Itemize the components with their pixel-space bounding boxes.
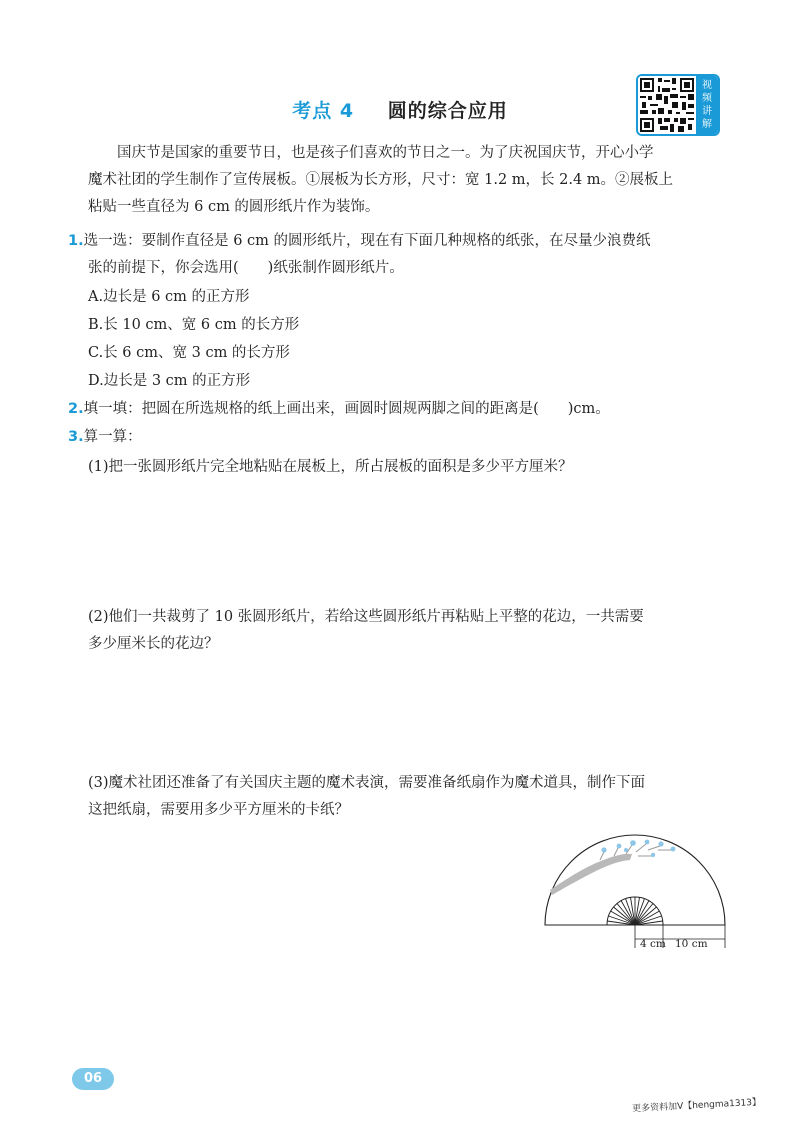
option-a: A.边长是 6 cm 的正方形 — [88, 289, 250, 305]
section-heading: 圆的综合应用 — [387, 100, 508, 122]
qr-code-icon[interactable] — [638, 76, 696, 134]
option-d: D.边长是 3 cm 的正方形 — [88, 373, 251, 389]
video-label: 视 频 讲 解 — [696, 76, 718, 134]
video-qr-badge[interactable] — [636, 74, 720, 136]
section-tag: 考点 4 — [292, 100, 355, 122]
outer-width-label: 10 cm — [675, 938, 708, 950]
question-3-part-1: (1)把一张圆形纸片完全地粘贴在展板上，所占展板的面积是多少平方厘米？ — [88, 459, 573, 475]
option-c: C.长 6 cm、宽 3 cm 的长方形 — [88, 345, 290, 361]
inner-radius-label: 4 cm — [640, 938, 666, 950]
question-1: 1.选一选：要制作直径是 6 cm 的圆形纸片，现在有下面几种规格的纸张，在尽量少浪费纸 张的前提下，你会选用( )纸张制作圆形纸片。 — [68, 233, 651, 276]
paper-fan-figure — [540, 826, 730, 958]
page-number: 06 — [72, 1068, 114, 1090]
question-3-part-2: (2)他们一共裁剪了 10 张圆形纸片，若给这些圆形纸片再粘贴上平整的花边，一共需要 多少厘米长的花边？ — [88, 609, 644, 652]
question-number: 3. — [68, 429, 84, 445]
question-3: 3.算一算： — [68, 429, 142, 445]
watermark-text: 更多资料加V【hengma1313】 — [631, 1097, 762, 1115]
option-b: B.长 10 cm、宽 6 cm 的长方形 — [88, 317, 300, 333]
question-3-part-3: (3)魔术社团还准备了有关国庆主题的魔术表演，需要准备纸扇作为魔术道具，制作下面 这把纸扇，需要用多少平方厘米的卡纸？ — [88, 775, 646, 818]
question-number: 1. — [68, 233, 84, 249]
intro-paragraph: 国庆节是国家的重要节日，也是孩子们喜欢的节日之一。为了庆祝国庆节，开心小学 魔术社团的学生制作了宣传展板。①展板为长方形，尺寸：宽 1.2 m，长 2.4 m。②展板上 粘贴一些直径为 6 cm 的圆形纸片作为装饰。 — [88, 145, 674, 215]
question-number: 2. — [68, 401, 84, 417]
question-2: 2.填一填：把圆在所选规格的纸上画出来，画圆时圆规两脚之间的距离是( )cm。 — [68, 401, 610, 417]
